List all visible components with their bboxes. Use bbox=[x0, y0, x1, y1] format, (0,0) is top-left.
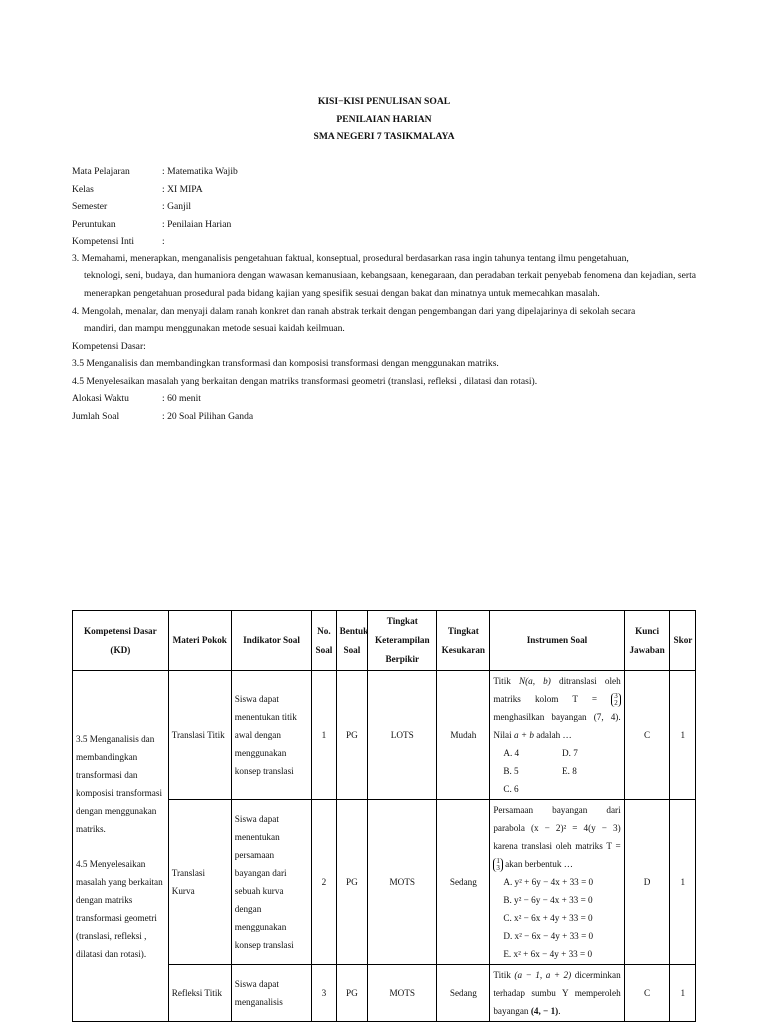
kesukaran-cell: Mudah bbox=[437, 671, 490, 800]
info-label: Peruntukan bbox=[72, 219, 116, 230]
skor-cell: 1 bbox=[670, 671, 696, 800]
instrumen-cell: Persamaan bayangan dari parabola (x − 2)² = 4(y − 3) karena translasi oleh matriks T = 1 3 akan berbentuk … A. y² + 6y − 4x + 33 = 0 B. y² − 6y − 4x + 33 = 0 C. x² − 6x + 4y + 33 = 0 D. x² − 6x − 4y + 33 = 0 E. x² + 6x − 4y + 33 = 0 bbox=[490, 800, 624, 965]
ki-3-first-line: 3. Memahami, menerapkan, menganalisis pengetahuan faktual, konseptual, prosedural berdasarkan rasa ingin tahunya tentang ilmu pengetahuan, bbox=[72, 253, 629, 264]
header-tingkat-keterampilan: Tingkat Keterampilan Berpikir bbox=[368, 611, 437, 671]
option-b: B. 5 bbox=[503, 766, 519, 776]
option-c: C. 6 bbox=[503, 784, 519, 794]
header-kd: Kompetensi Dasar (KD) bbox=[73, 611, 169, 671]
doc-title-line3: SMA NEGERI 7 TASIKMALAYA bbox=[313, 131, 455, 142]
skor-cell: 1 bbox=[670, 965, 696, 1022]
header-bentuk: Bentuk Soal bbox=[336, 611, 368, 671]
bentuk-cell: PG bbox=[336, 671, 368, 800]
question-text: menghasilkan bayangan (7, 4). Nilai bbox=[493, 712, 621, 740]
header-indikator: Indikator Soal bbox=[231, 611, 311, 671]
info-label: Semester bbox=[72, 201, 108, 212]
indikator-cell: Siswa dapat menentukan persamaan bayangan dari sebuah kurva dengan menggunakan konsep translasi bbox=[231, 800, 311, 965]
question-text: Persamaan bayangan dari parabola (x − 2)² = 4(y − 3) karena translasi oleh matriks T bbox=[493, 805, 621, 851]
question-text: akan berbentuk … bbox=[505, 859, 573, 869]
option-b: B. y² − 6y − 4x + 33 = 0 bbox=[503, 895, 593, 905]
info-label: Kompetensi Inti bbox=[72, 236, 135, 247]
header-kunci: Kunci Jawaban bbox=[624, 611, 670, 671]
matrix-bottom: 3 bbox=[496, 863, 500, 872]
header-no: No. Soal bbox=[312, 611, 336, 671]
matrix-top: 1 bbox=[496, 856, 500, 865]
no-cell: 2 bbox=[312, 800, 336, 965]
kesukaran-cell: Sedang bbox=[437, 800, 490, 965]
bentuk-cell: PG bbox=[336, 965, 368, 1022]
option-e: E. x² + 6x − 4y + 33 = 0 bbox=[503, 949, 593, 959]
header-instrumen: Instrumen Soal bbox=[490, 611, 624, 671]
alokasi-label: Alokasi Waktu bbox=[72, 393, 129, 404]
option-e: E. 8 bbox=[561, 766, 577, 776]
kd-item: 3.5 Menganalisis dan membandingkan transformasi dan komposisi transformasi dengan menggunakan matriks. bbox=[72, 358, 499, 369]
ki-4-first-line: 4. Mengolah, menalar, dan menyaji dalam ranah konkret dan ranah abstrak terkait dengan pengembangan dari yang dipelajarinya di sekolah secara bbox=[72, 306, 636, 317]
kd-cell bbox=[73, 671, 169, 1022]
doc-title-line2: PENILAIAN HARIAN bbox=[336, 114, 432, 125]
kesukaran-cell: Sedang bbox=[437, 965, 490, 1022]
column-matrix bbox=[611, 693, 621, 707]
table-header-row bbox=[73, 611, 696, 671]
kunci-cell: D bbox=[624, 800, 670, 965]
info-label: Kelas bbox=[72, 184, 94, 195]
question-text: ditranslasi oleh matriks kolom T = bbox=[493, 676, 621, 704]
jumlah-label: Jumlah Soal bbox=[72, 411, 120, 422]
question-text: Titik bbox=[493, 676, 511, 686]
option-d: D. 7 bbox=[561, 748, 578, 758]
question-text: dicerminkan terhadap sumbu Y memperoleh bayangan bbox=[493, 970, 621, 1016]
no-cell: 3 bbox=[312, 965, 336, 1022]
kd-heading: Kompetensi Dasar: bbox=[72, 341, 146, 352]
ki-3-paragraph bbox=[72, 250, 696, 302]
kunci-cell: C bbox=[624, 671, 670, 800]
indikator-cell: Siswa dapat menentukan titik awal dengan menggunakan konsep translasi bbox=[231, 671, 311, 800]
option-d: D. x² − 6x − 4y + 33 = 0 bbox=[503, 931, 594, 941]
materi-cell: Translasi Titik bbox=[168, 671, 231, 800]
question-math: (a − 1, a + 2) bbox=[514, 970, 572, 980]
skor-cell: 1 bbox=[670, 800, 696, 965]
question-text: Titik bbox=[493, 970, 511, 980]
bentuk-cell: PG bbox=[336, 800, 368, 965]
indikator-cell: Siswa dapat menganalisis bbox=[231, 965, 311, 1022]
doc-title-line1: KISI−KISI PENULISAN SOAL bbox=[317, 96, 451, 107]
info-value: : Ganjil bbox=[162, 201, 192, 212]
info-value: : Penilaian Harian bbox=[162, 219, 232, 230]
question-math: a + b bbox=[513, 730, 534, 740]
ki-4-paragraph bbox=[72, 303, 696, 338]
option-a: A. 4 bbox=[503, 748, 520, 758]
kd-cell-3-5: 3.5 Menganalisis dan membandingkan transformasi dan komposisi transformasi dengan menggunakan matriks. bbox=[76, 733, 162, 834]
alokasi-value: : 60 menit bbox=[162, 393, 201, 404]
column-matrix bbox=[493, 858, 503, 872]
jumlah-value: : 20 Soal Pilihan Ganda bbox=[162, 411, 254, 422]
table-row bbox=[73, 671, 696, 800]
matrix-top: 3 bbox=[614, 691, 618, 700]
info-label: Mata Pelajaran bbox=[72, 166, 130, 177]
instrumen-cell bbox=[490, 965, 624, 1022]
kd-cell-4-5: 4.5 Menyelesaikan masalah yang berkaitan dengan matriks transformasi geometri (translasi, refleksi , dilatasi dan rotasi). bbox=[76, 858, 163, 959]
kisi-kisi-table bbox=[72, 610, 696, 1022]
info-value: : Matematika Wajib bbox=[162, 166, 238, 177]
question-text: . bbox=[558, 1006, 561, 1016]
info-value: : bbox=[162, 236, 165, 247]
header-materi: Materi Pokok bbox=[168, 611, 231, 671]
info-value: : XI MIPA bbox=[162, 184, 203, 195]
ki-3-rest: teknologi, seni, budaya, dan humaniora dengan wawasan kemanusiaan, kebangsaan, kenegaraan, dan peradaban terkait penyebab fenomena dan kejadian, serta menerapkan pengetahuan prosedural pada bidang kajian yang spesifik sesuai dengan bakat dan minatnya untuk memecahkan masalah. bbox=[84, 270, 696, 299]
kunci-cell: C bbox=[624, 965, 670, 1022]
question-math: (4, − 1) bbox=[530, 1006, 559, 1016]
instrumen-cell bbox=[490, 671, 624, 800]
question-text: adalah … bbox=[536, 730, 572, 740]
materi-cell: Translasi Kurva bbox=[168, 800, 231, 965]
keterampilan-cell: MOTS bbox=[368, 965, 437, 1022]
question-math: N(a, b) bbox=[518, 676, 551, 686]
matrix-bottom: 2 bbox=[614, 698, 618, 707]
answer-options bbox=[493, 744, 620, 798]
option-a: A. y² + 6y − 4x + 33 = 0 bbox=[503, 877, 594, 887]
answer-options bbox=[493, 873, 620, 963]
ki-4-rest: mandiri, dan mampu menggunakan metode sesuai kaidah keilmuan. bbox=[84, 323, 345, 335]
no-cell: 1 bbox=[312, 671, 336, 800]
keterampilan-cell: MOTS bbox=[368, 800, 437, 965]
header-skor: Skor bbox=[670, 611, 696, 671]
keterampilan-cell: LOTS bbox=[368, 671, 437, 800]
option-c: C. x² − 6x + 4y + 33 = 0 bbox=[503, 913, 593, 923]
kd-item: 4.5 Menyelesaikan masalah yang berkaitan dengan matriks transformasi geometri (translasi, refleksi , dilatasi dan rotasi). bbox=[72, 376, 538, 387]
materi-cell: Refleksi Titik bbox=[168, 965, 231, 1022]
header-tingkat-kesukaran: Tingkat Kesukaran bbox=[437, 611, 490, 671]
